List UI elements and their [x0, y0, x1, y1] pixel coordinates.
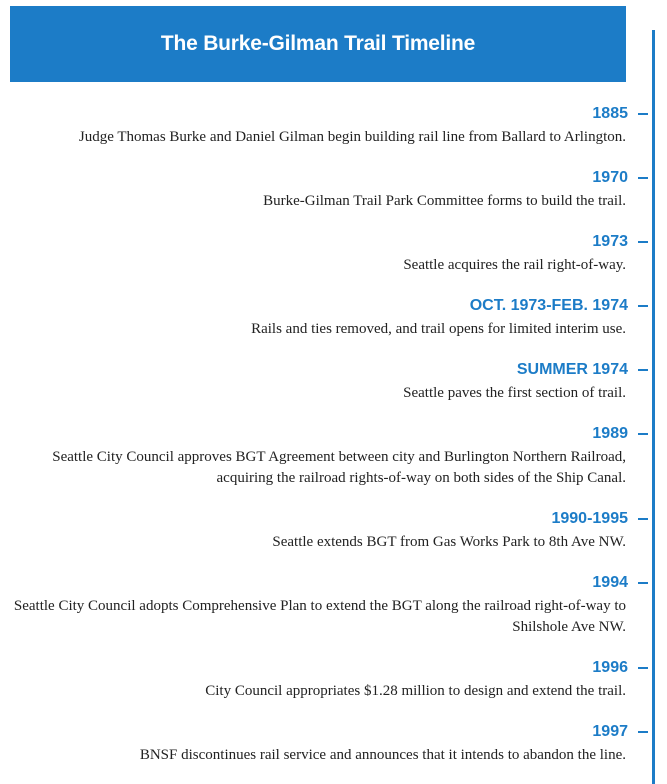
timeline-event-1989	[10, 424, 626, 489]
event-date: 1989	[592, 425, 628, 442]
event-description: Seattle paves the first section of trail.	[403, 385, 626, 401]
event-date: 1996	[592, 659, 628, 676]
event-description: Burke-Gilman Trail Park Committee forms to build the trail.	[263, 193, 626, 209]
timeline-event-1994	[10, 573, 626, 638]
event-date-row	[10, 104, 648, 124]
header-banner	[10, 6, 626, 82]
timeline-event-1990-1995	[10, 509, 626, 553]
event-date: 1973	[592, 233, 628, 250]
event-date-row	[10, 509, 648, 529]
timeline-tick	[638, 433, 648, 435]
timeline-event-1996	[10, 658, 626, 702]
timeline-events	[10, 104, 626, 784]
timeline-tick	[638, 582, 648, 584]
event-date: OCT. 1973-FEB. 1974	[469, 297, 628, 314]
event-description: City Council appropriates $1.28 million to design and extend the trail.	[205, 683, 626, 699]
event-date-row	[10, 722, 648, 742]
timeline-tick	[638, 113, 648, 115]
event-date-row	[10, 168, 648, 188]
event-date-row	[10, 573, 648, 593]
timeline-tick	[638, 518, 648, 520]
event-date: 1990-1995	[551, 510, 628, 527]
event-date: 1885	[592, 105, 628, 122]
timeline-event-1885	[10, 104, 626, 148]
timeline-tick	[638, 177, 648, 179]
event-description: Seattle acquires the rail right-of-way.	[403, 257, 626, 273]
event-description: Rails and ties removed, and trail opens for limited interim use.	[251, 321, 626, 337]
timeline-event-1970	[10, 168, 626, 212]
event-date-row	[10, 360, 648, 380]
timeline-tick	[638, 731, 648, 733]
event-date: 1970	[592, 169, 628, 186]
timeline-tick	[638, 305, 648, 307]
event-date-row	[10, 232, 648, 252]
event-date: 1997	[592, 723, 628, 740]
event-date: 1994	[592, 574, 628, 591]
timeline-event-1997	[10, 722, 626, 766]
event-date-row	[10, 658, 648, 678]
event-description: BNSF discontinues rail service and announces that it intends to abandon the line.	[139, 747, 626, 763]
event-date-row	[10, 296, 648, 316]
page-title: The Burke-Gilman Trail Timeline	[160, 32, 476, 55]
event-description: Seattle extends BGT from Gas Works Park to 8th Ave NW.	[272, 534, 626, 550]
timeline-event-oct-1973-feb-1974	[10, 296, 626, 340]
timeline-event-summer-1974	[10, 360, 626, 404]
event-date: SUMMER 1974	[516, 361, 628, 378]
event-description: Judge Thomas Burke and Daniel Gilman begin building rail line from Ballard to Arlington.	[78, 129, 626, 145]
timeline-event-1973	[10, 232, 626, 276]
timeline-tick	[638, 369, 648, 371]
event-date-row	[10, 424, 648, 444]
timeline-line	[652, 30, 655, 784]
timeline-tick	[638, 667, 648, 669]
event-description: Seattle City Council adopts Comprehensive Plan to extend the BGT along the railroad right-of-way to Shilshole Ave NW.	[13, 598, 626, 635]
event-description: Seattle City Council approves BGT Agreement between city and Burlington Northern Railroad, acquiring the railroad rights-of-way on both sides of the Ship Canal.	[52, 449, 626, 486]
timeline-tick	[638, 241, 648, 243]
